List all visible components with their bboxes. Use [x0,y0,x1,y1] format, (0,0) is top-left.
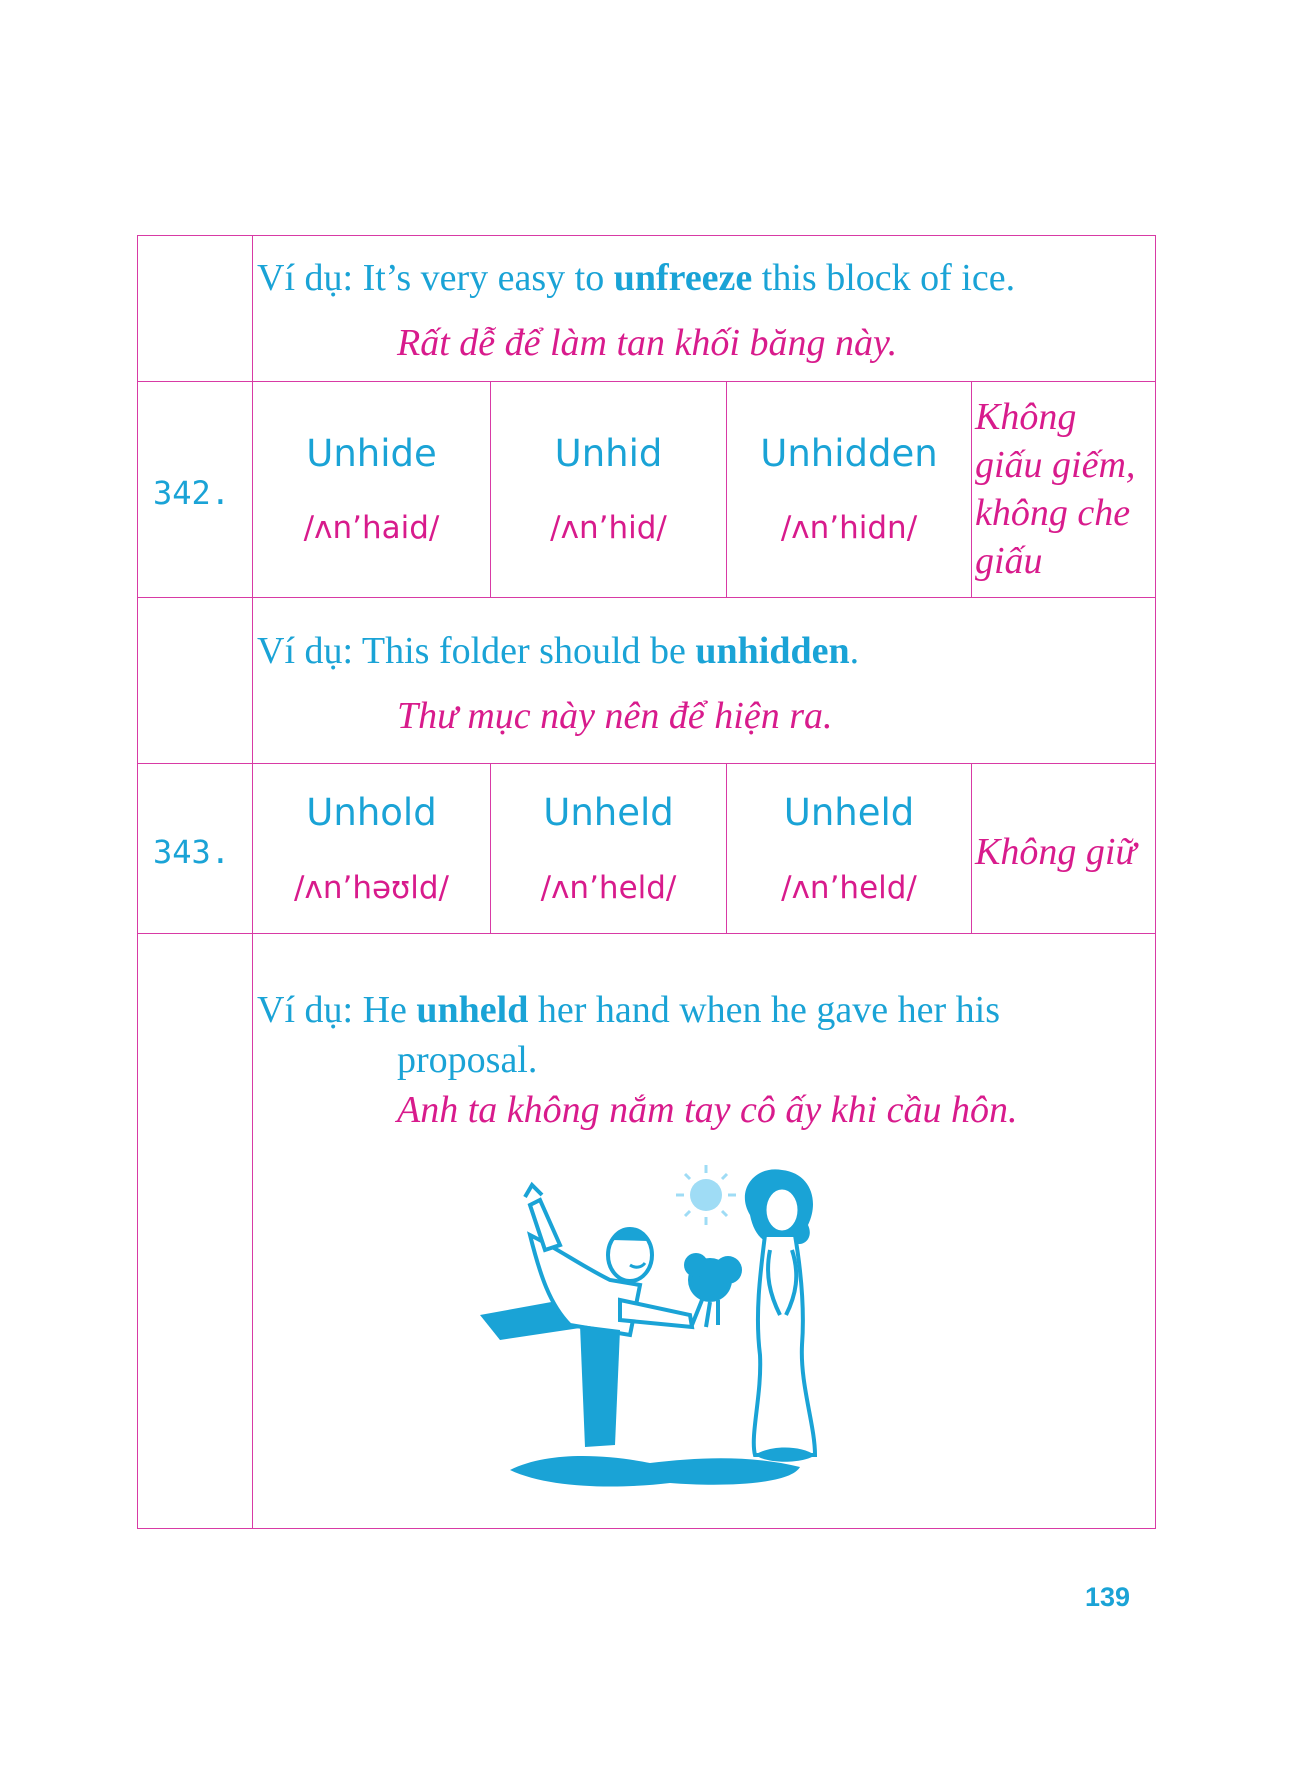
table-border-bottom [137,1528,1156,1529]
example-text: It’s very easy to [362,257,614,299]
example-translation: Thư mục này nên để hiện ra. [397,695,833,737]
meaning-line: giấu giếm, [975,444,1136,486]
meaning-line: Không [975,396,1077,438]
meaning-line: Không giữ [975,831,1137,873]
meaning-line: không che [975,492,1131,534]
participle-form-ipa: /ʌn’hidn/ [780,510,918,546]
past-form-ipa: /ʌn’hid/ [550,510,667,546]
example-unfreeze [257,256,1015,300]
participle-form: Unheld [783,791,915,834]
past-form: Unheld [543,791,674,834]
example-label: Ví dụ: [257,630,354,672]
entry-number: 343. [153,833,231,871]
table-rule [726,381,727,597]
base-form-ipa: /ʌn’haid/ [303,510,440,546]
entry-number: 342. [153,474,231,512]
meaning [975,828,1136,876]
base-form: Unhide [306,432,437,475]
table-border-top [137,235,1156,236]
table-rule [137,381,1156,382]
example-text: He [362,989,417,1031]
example-continuation: proposal. [397,1039,538,1081]
participle-form: Unhidden [760,432,938,475]
base-form-ipa: /ʌn’həʊld/ [294,870,449,906]
base-form: Unhold [306,791,437,834]
table-border-left [137,235,138,1529]
example-label: Ví dụ: [257,989,354,1031]
table-rule [490,763,491,933]
meaning [975,393,1135,585]
table-rule [490,381,491,597]
example-label: Ví dụ: [257,257,354,299]
table-rule [137,597,1156,598]
table-rule [726,763,727,933]
example-text: . [849,630,860,672]
example-translation: Rất dễ để làm tan khối băng này. [397,322,898,364]
table-rule [971,763,972,933]
example-unheld [257,988,1000,1032]
table-rule [971,381,972,597]
table-border-right [1155,235,1156,1529]
table-rule [137,763,1156,764]
example-unhidden [257,629,859,673]
example-text: her hand when he gave her his [528,989,1001,1031]
past-form: Unhid [554,432,663,475]
page-number: 139 [1085,1582,1131,1612]
meaning-line: giấu [975,540,1043,582]
example-keyword: unhidden [695,630,850,672]
proposal-illustration [470,1155,870,1495]
table-rule [137,933,1156,934]
example-text: this block of ice. [752,257,1016,299]
example-keyword: unfreeze [613,257,753,299]
example-text: This folder should be [361,630,696,672]
example-translation: Anh ta không nắm tay cô ấy khi cầu hôn. [397,1089,1018,1131]
participle-form-ipa: /ʌn’held/ [781,870,917,906]
past-form-ipa: /ʌn’held/ [540,870,677,906]
example-keyword: unheld [416,989,529,1031]
